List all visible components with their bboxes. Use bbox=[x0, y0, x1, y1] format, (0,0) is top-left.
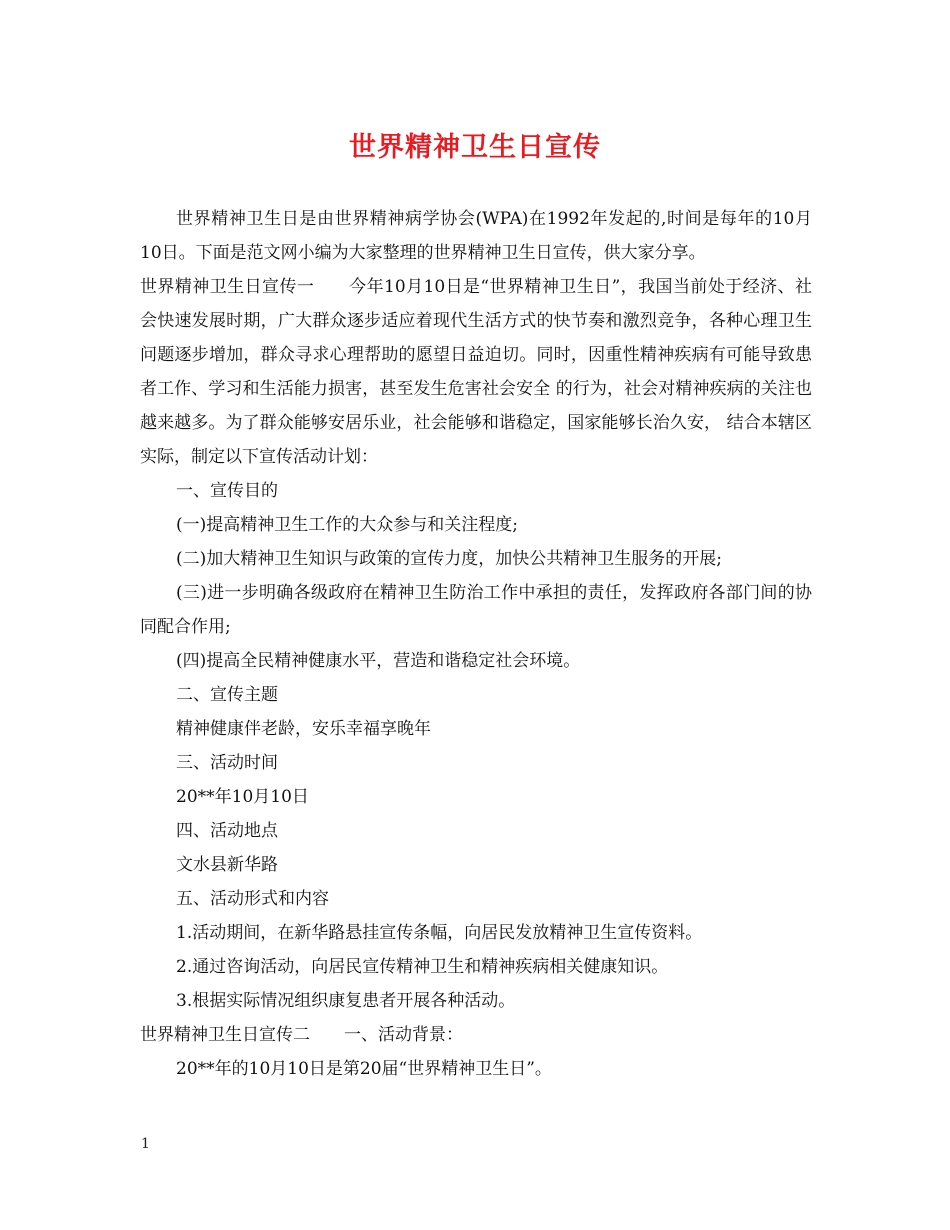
list-item: (一)提高精神卫生工作的大众参与和关注程度; bbox=[176, 515, 518, 535]
list-item: (二)加大精神卫生知识与政策的宣传力度，加快公共精神卫生服务的开展; bbox=[176, 549, 722, 569]
section-heading: 五、活动形式和内容 bbox=[176, 889, 329, 909]
paragraph: 20**年10月10日 bbox=[176, 787, 309, 807]
page-number: 1 bbox=[141, 1136, 150, 1152]
list-item: 2.通过咨询活动，向居民宣传精神卫生和精神疾病相关健康知识。 bbox=[176, 957, 669, 977]
paragraph: 精神健康伴老龄，安乐幸福享晚年 bbox=[176, 719, 431, 739]
section-heading: 二、宣传主题 bbox=[176, 685, 278, 705]
section-heading: 一、宣传目的 bbox=[176, 481, 278, 501]
section-heading: 三、活动时间 bbox=[176, 753, 278, 773]
list-item: (四)提高全民精神健康水平，营造和谐稳定社会环境。 bbox=[176, 651, 581, 671]
section-heading: 四、活动地点 bbox=[176, 821, 278, 841]
list-item: (三)进一步明确各级政府在精神卫生防治工作中承担的责任，发挥政府各部门间的协同配合作用; bbox=[140, 583, 812, 637]
paragraph: 世界精神卫生日宣传二 一、活动背景： bbox=[140, 1025, 463, 1045]
paragraph: 文水县新华路 bbox=[176, 855, 278, 875]
list-item: 1.活动期间，在新华路悬挂宣传条幅，向居民发放精神卫生宣传资料。 bbox=[176, 923, 703, 943]
document-body bbox=[140, 202, 812, 1086]
paragraph: 20**年的10月10日是第20届“世界精神卫生日”。 bbox=[176, 1059, 552, 1079]
list-item: 3.根据实际情况组织康复患者开展各种活动。 bbox=[176, 991, 516, 1011]
paragraph: 世界精神卫生日是由世界精神病学协会(WPA)在1992年发起的,时间是每年的10月10日。下面是范文网小编为大家整理的世界精神卫生日宣传，供大家分享。 bbox=[140, 209, 812, 263]
paragraph: 世界精神卫生日宣传一 今年10月10日是“世界精神卫生日”，我国当前处于经济、社会快速发展时期，广大群众逐步适应着现代生活方式的快节奏和激烈竞争，各种心理卫生问题逐步增加，群众寻求心理帮助的愿望日益迫切。同时，因重性精神疾病有可能导致患者工作、学习和生活能力损害，甚至发生危害社会安全 的行为，社会对精神疾病的关注也越来越多。为了群众能够安居乐业，社会能够和谐稳定，国家能够长治久安， 结合本辖区实际，制定以下宣传活动计划： bbox=[140, 277, 812, 467]
document-title: 世界精神卫生日宣传 bbox=[349, 132, 601, 163]
